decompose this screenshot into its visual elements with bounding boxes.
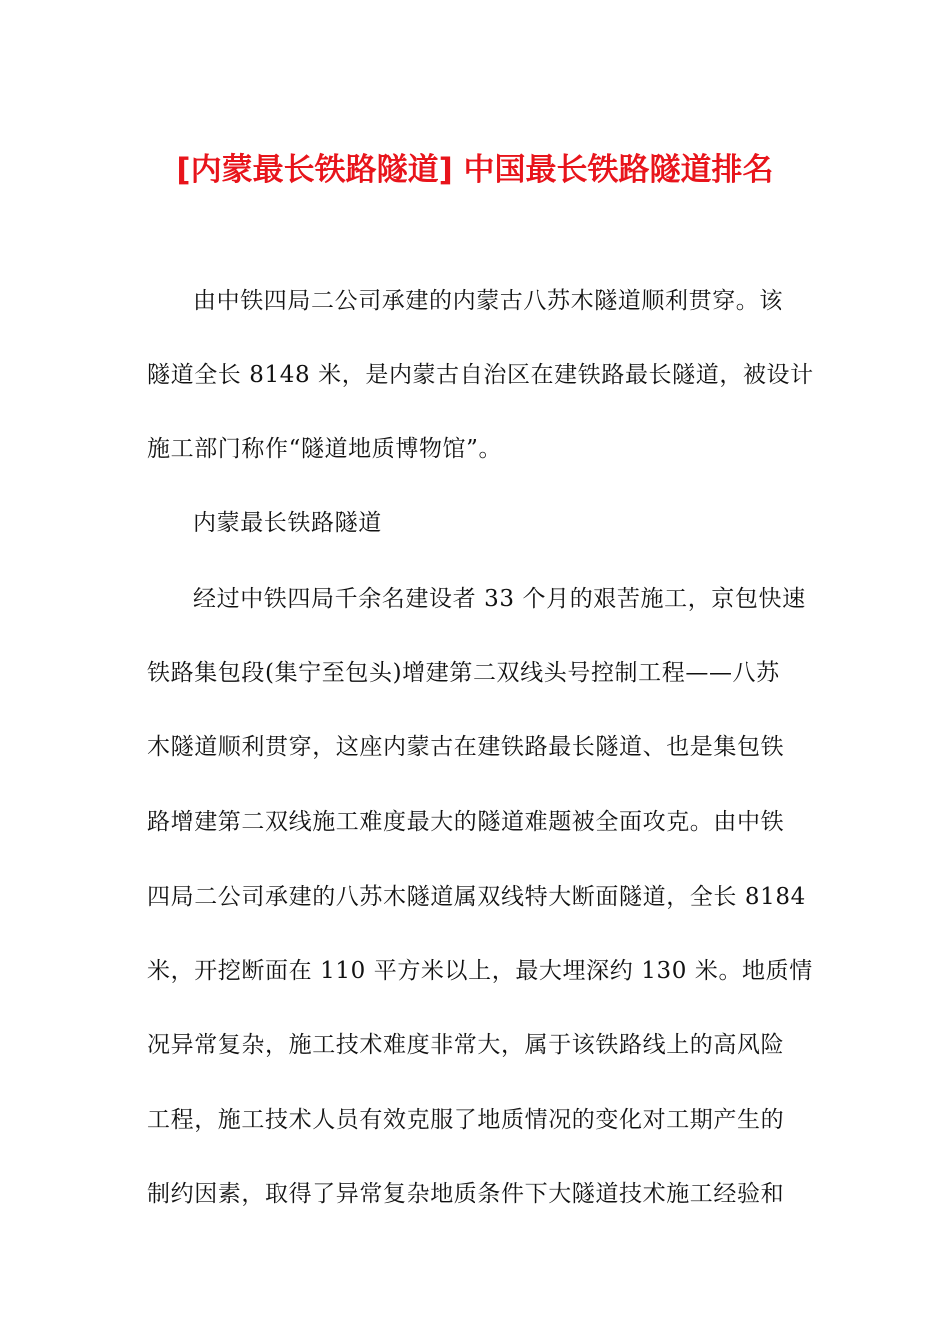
paragraph-line: 路增建第二双线施工难度最大的隧道难题被全面攻克。由中铁 bbox=[147, 809, 785, 835]
paragraph-line: 工程，施工技术人员有效克服了地质情况的变化对工期产生的 bbox=[147, 1107, 785, 1133]
paragraph-line: 四局二公司承建的八苏木隧道属双线特大断面隧道，全长 8184 bbox=[147, 884, 806, 910]
section-heading: 内蒙最长铁路隧道 bbox=[193, 510, 382, 536]
paragraph-line: 况异常复杂，施工技术难度非常大，属于该铁路线上的高风险 bbox=[147, 1032, 785, 1058]
paragraph-line: 由中铁四局二公司承建的内蒙古八苏木隧道顺利贯穿。该 bbox=[193, 288, 783, 314]
paragraph-line: 施工部门称作“隧道地质博物馆”。 bbox=[147, 436, 503, 462]
paragraph-line: 米，开挖断面在 110 平方米以上，最大埋深约 130 米。地质情 bbox=[147, 958, 813, 984]
paragraph-line: 木隧道顺利贯穿，这座内蒙古在建铁路最长隧道、也是集包铁 bbox=[147, 734, 785, 760]
paragraph-line: 经过中铁四局千余名建设者 33 个月的艰苦施工，京包快速 bbox=[193, 586, 806, 612]
paragraph-line: 隧道全长 8148 米，是内蒙古自治区在建铁路最长隧道，被设计 bbox=[147, 362, 814, 388]
paragraph-line: 铁路集包段(集宁至包头)增建第二双线头号控制工程——八苏 bbox=[147, 660, 780, 686]
document-title: [内蒙最长铁路隧道] 中国最长铁路隧道排名 bbox=[176, 152, 774, 188]
paragraph-line: 制约因素，取得了异常复杂地质条件下大隧道技术施工经验和 bbox=[147, 1181, 785, 1207]
